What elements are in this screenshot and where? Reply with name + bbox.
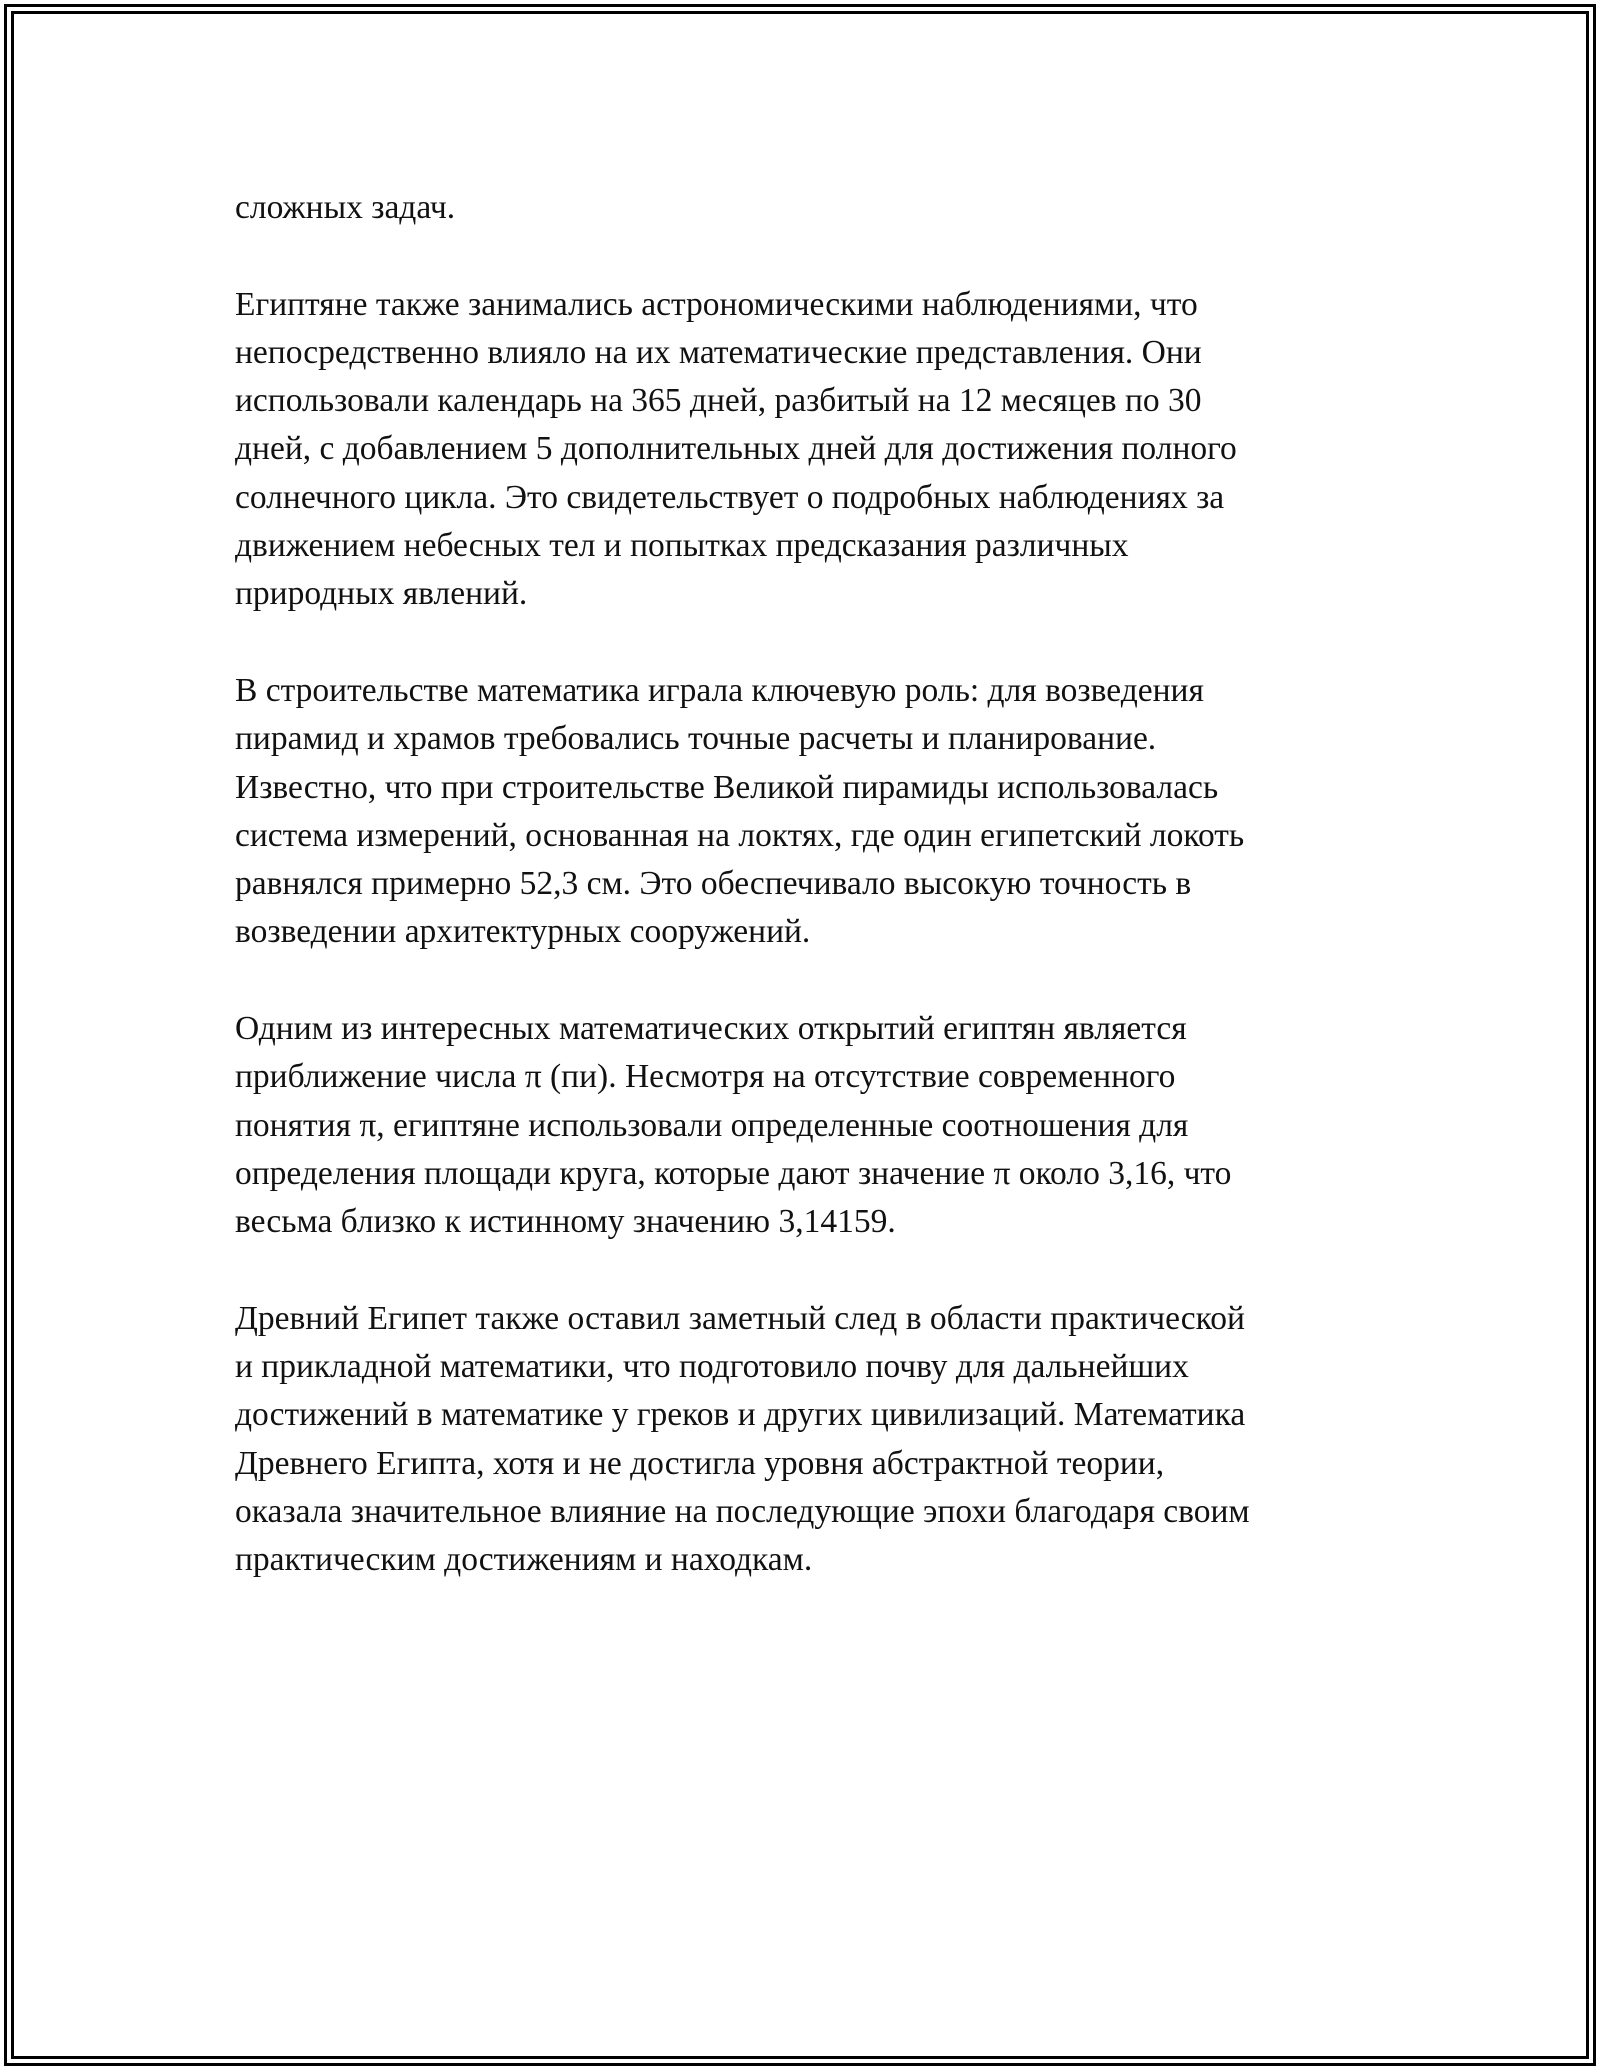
text-line: оказала значительное влияние на последующие эпохи благодаря своим [235, 1493, 1250, 1531]
text-line: движением небесных тел и попытках предсказания различных [235, 527, 1129, 565]
paragraph-construction [235, 667, 1365, 957]
text-line: Древний Египет также оставил заметный след в области практической [235, 1299, 1245, 1337]
text-line: и прикладной математики, что подготовило почву для дальнейших [235, 1348, 1189, 1386]
text-line: определения площади круга, которые дают значение π около 3,16, что [235, 1154, 1232, 1192]
text-line: возведении архитектурных сооружений. [235, 913, 811, 951]
document-body [235, 184, 1365, 1585]
text-line: весьма близко к истинному значению 3,14159. [235, 1203, 896, 1241]
paragraph-astronomy [235, 281, 1365, 619]
text-line: природных явлений. [235, 575, 528, 613]
text-line: равнялся примерно 52,3 см. Это обеспечивало высокую точность в [235, 865, 1192, 903]
text-line: система измерений, основанная на локтях, где один египетский локоть [235, 816, 1245, 854]
paragraph-legacy [235, 1295, 1365, 1585]
text-line: пирамид и храмов требовались точные расчеты и планирование. [235, 720, 1157, 758]
text-line: Известно, что при строительстве Великой пирамиды использовалась [235, 768, 1219, 806]
text-line: непосредственно влияло на их математические представления. Они [235, 333, 1202, 371]
text-line: практическим достижениям и находкам. [235, 1541, 813, 1579]
text-line: дней, с добавлением 5 дополнительных дней для достижения полного [235, 430, 1237, 468]
text-line: приближение числа π (пи). Несмотря на отсутствие современного [235, 1058, 1176, 1096]
text-line: использовали календарь на 365 дней, разбитый на 12 месяцев по 30 [235, 382, 1202, 420]
text-line: Древнего Египта, хотя и не достигла уровня абстрактной теории, [235, 1444, 1165, 1482]
paragraph-pi [235, 1005, 1365, 1246]
text-line: достижений в математике у греков и других цивилизаций. Математика [235, 1396, 1246, 1434]
text-line: сложных задач. [235, 189, 456, 226]
text-line: Одним из интересных математических открытий египтян является [235, 1010, 1187, 1048]
text-line: солнечного цикла. Это свидетельствует о подробных наблюдениях за [235, 478, 1225, 516]
text-line: В строительстве математика играла ключевую роль: для возведения [235, 671, 1204, 709]
paragraph-intro-tail [235, 184, 1365, 232]
text-line: понятия π, египтяне использовали определенные соотношения для [235, 1106, 1189, 1144]
text-line: Египтяне также занимались астрономическими наблюдениями, что [235, 285, 1198, 323]
